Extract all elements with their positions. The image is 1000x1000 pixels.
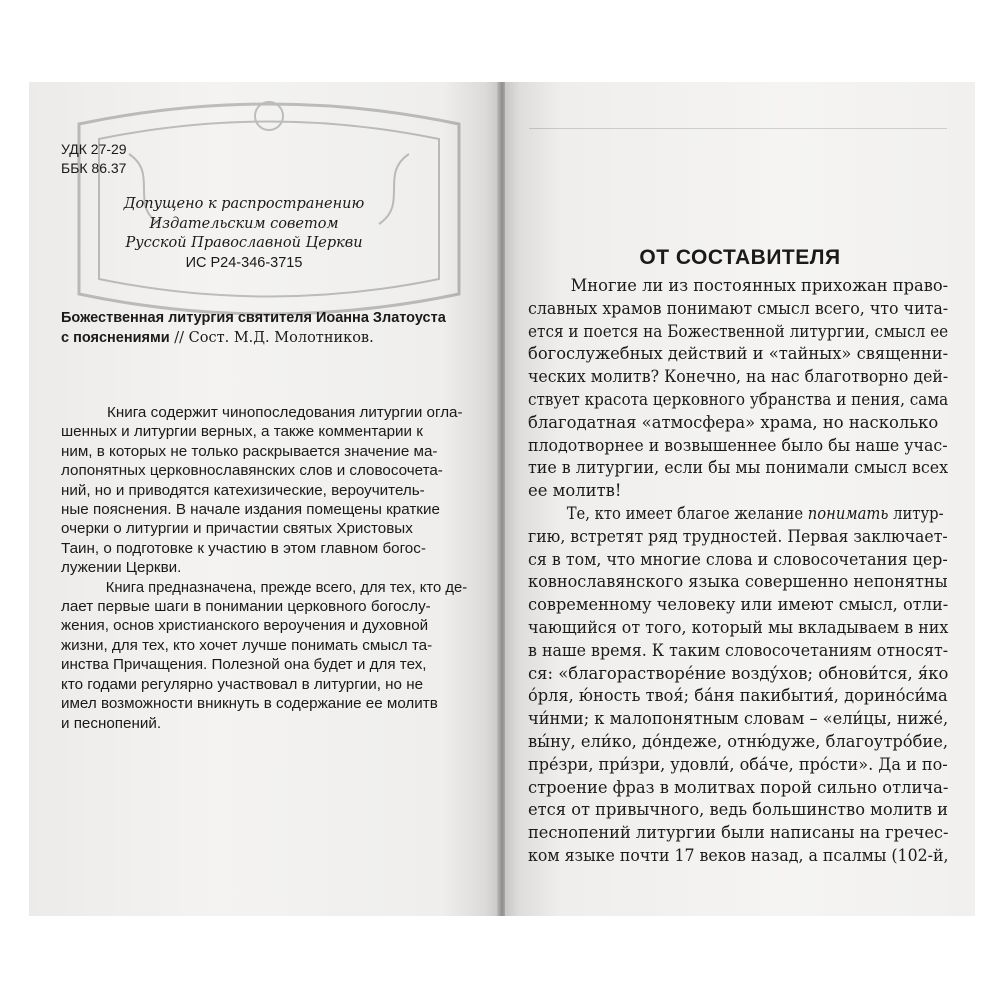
annotation-line: лопонятных церковнославянских слов и словосочета- [61,462,443,480]
page-title: ОТ СОСТАВИТЕЛЯ [639,246,841,269]
paragraph-line: ковнославянского языка совершенно непонятны [528,572,948,592]
approval-line: Допущено к распространению [123,196,365,212]
paragraph-line: песнопений литургии были написаны на гречес- [528,823,949,843]
annotation-line: жения, основ христианского вероучения и духовной [61,617,429,635]
annotation-line: Таин, о подготовке к участию в этом главном богос- [61,539,426,557]
paragraph-line: ческих молитв? Конечно, на нас благотворно дей- [528,367,949,387]
paragraph-line: богослужебных действий и «тайных» священни- [528,344,949,364]
emphasized-word: понимать [807,503,889,523]
book-title-line: Божественная литургия святителя Иоанна Златоуста [61,310,446,326]
annotation-line: ные пояснения. В начале издания помещены краткие [61,501,440,519]
book-title-line: с пояснениями [61,329,170,346]
paragraph-line: славных храмов понимают смысл всего, что чита- [528,298,949,318]
paragraph-line: чающийся от того, который мы вкладываем в них [528,617,949,637]
annotation-line: лужении Церкви. [61,559,182,577]
preface-text [528,275,948,868]
annotation-line: очерки о литургии и причастии святых Христовых [61,520,413,538]
paragraph-line: вы́ну, ели́ко, до́ндеже, отню́дуже, благоутро́бие, [528,731,949,751]
paragraph-line: современному человеку или имеют смысл, отли- [528,595,949,615]
annotation-line: ним, в которых не только раскрывается значение ма- [61,442,438,460]
udk-code: УДК 27-29 [61,141,127,157]
approval-line: Русской Православной Церкви [125,235,363,251]
approval-code: ИС Р24-346-3715 [185,254,303,271]
paragraph-line: ется и поется на Божественной литургии, смысл ее [528,321,949,341]
paragraph-line: плодотворнее и возвышеннее было бы наше учас- [528,435,948,455]
classification-codes [61,140,127,178]
paragraph-line: в наше время. К таким словосочетаниям относят- [528,640,949,660]
annotation-line: лает первые шаги в понимании церковного богослу- [61,598,431,616]
paragraph-line: пре́зри, при́зри, удовли́, оба́че, про́сти». Да и по- [528,754,948,774]
annotation-line: и песнопений. [61,714,162,732]
ghost-text-left [129,350,139,385]
paragraph-line: ся в том, что многие слова и словосочетания цер- [528,549,948,569]
annotation-line: шенных и литургии верных, а также комментарии к [61,423,423,441]
paragraph-line: строение фраз в молитвах порой сильно отлича- [528,777,949,797]
paragraph-line: гию, встретят ряд трудностей. Первая заключает- [528,526,948,546]
text-run: литур- [888,503,944,523]
paragraph-line: благодатная «атмосфера» храма, но насколько [528,412,939,432]
bibliographic-record [61,309,481,348]
annotation-line: Книга предназначена, прежде всего, для тех, кто де- [105,578,468,596]
open-book [29,82,975,916]
paragraph-line: ее молитв! [528,481,622,501]
annotation-line: ний, но и приводятся катехизические, вероучитель- [61,481,425,499]
left-page [29,82,499,916]
compiler-credit: // Сост. М.Д. Молотников. [169,329,374,346]
annotation-line: кто годами регулярно участвовал в литургии, но не [61,675,424,693]
text-run: Те, кто имеет благое желание [566,503,808,523]
paragraph-line: ствует красота церковного убранства и пения, сама [528,389,949,409]
paragraph-line: тие в литургии, если бы мы понимали смысл всех [528,458,949,478]
annotation [61,403,468,733]
approval-line: Издательским советом [149,215,339,232]
paragraph-line: Многие ли из постоянных прихожан право- [570,276,949,295]
paragraph-line: о́рля, ю́ность твоя́; ба́ня пакибытия́, дорино́си́ма [528,686,948,706]
paragraph-line: ком языке почти 17 веков назад, а псалмы (102-й, [528,845,949,865]
annotation-line: Книга содержит чинопоследования литургии огла- [107,404,463,421]
paragraph-line: ся: «благорастворе́ние возду́хов; обнови́тся, я́ко [528,663,949,683]
annotation-line: инства Причащения. Полезной она будет и для тех, [61,656,427,674]
bbk-code: ББК 86.37 [61,160,127,176]
annotation-line: жизни, для тех, кто хочет лучше понимать смысл та- [61,636,433,654]
running-header-bleed [529,112,947,129]
paragraph-line: ется от привычного, ведь большинство молитв и [528,800,949,820]
annotation-line: имел возможности вникнуть в содержание ее молитв [61,695,438,713]
right-page [505,82,975,916]
paragraph-line [528,503,944,526]
paragraph-line: чи́нми; к малопонятным словам – «ели́цы, ниже́, [528,709,949,729]
approval-block [89,195,399,273]
